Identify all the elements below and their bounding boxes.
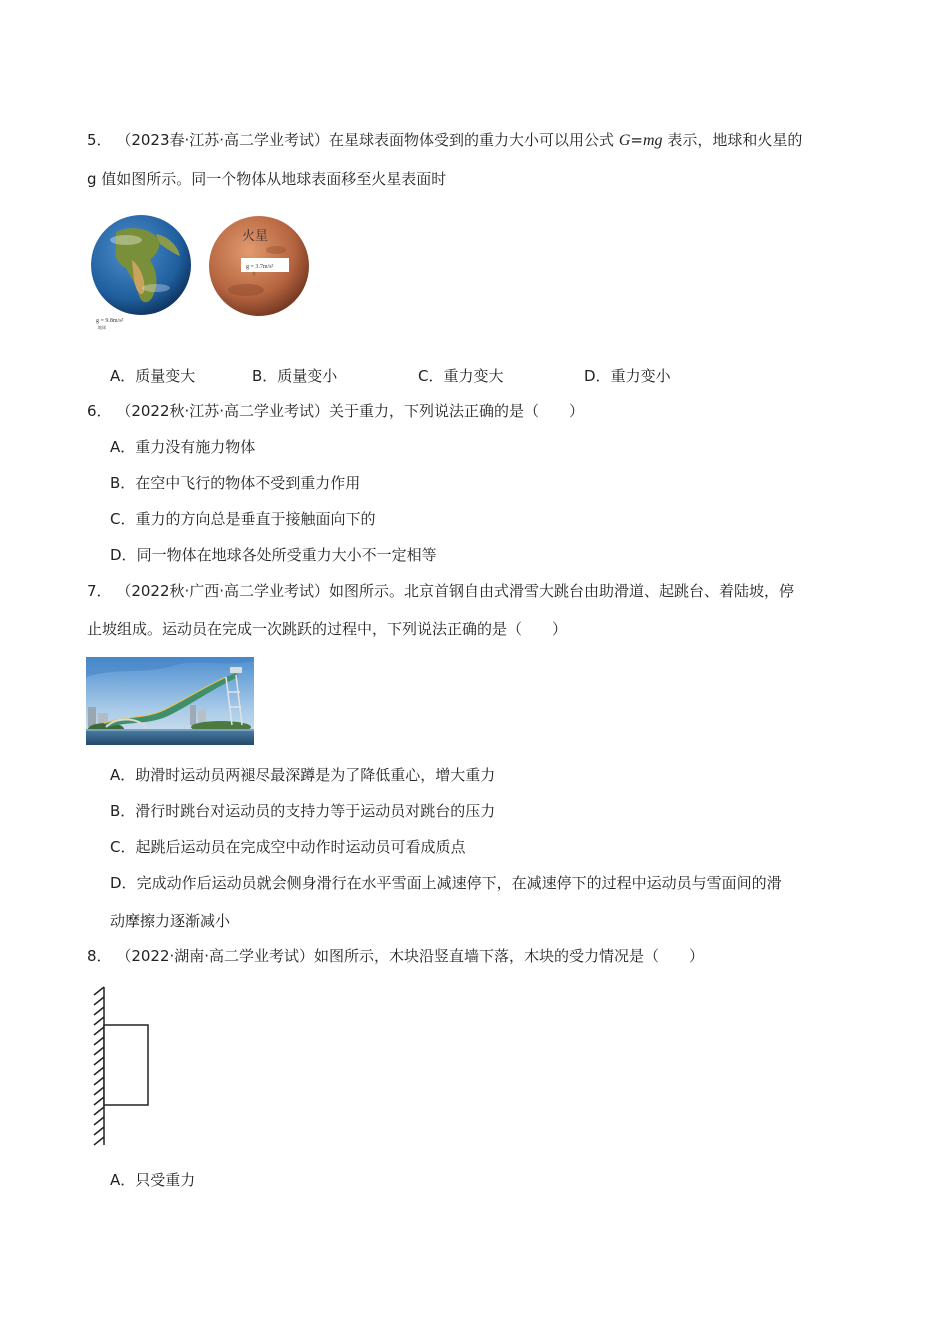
- q5-formula-g: G: [618, 132, 631, 149]
- q7-line2: 止坡组成。运动员在完成一次跳跃的过程中，下列说法正确的是（ ）: [87, 620, 568, 638]
- earth-mars-image: [86, 210, 316, 335]
- q6-number: 6．: [87, 402, 112, 420]
- q5-formula-eq: =: [630, 131, 643, 149]
- q7-line1: [87, 580, 794, 602]
- q8-source: （2022·湖南·高二学业考试）: [116, 947, 315, 965]
- q7-option-c[interactable]: C．起跳后运动员在完成空中动作时运动员可看成质点: [110, 838, 466, 856]
- q6-option-b[interactable]: B．在空中飞行的物体不受到重力作用: [110, 474, 361, 492]
- q5-option-d[interactable]: D．重力变小: [584, 367, 671, 385]
- q7-option-b[interactable]: B．滑行时跳台对运动员的支持力等于运动员对跳台的压力: [110, 802, 496, 820]
- q8-figure: [88, 985, 158, 1147]
- q8-number: 8．: [87, 947, 112, 965]
- earth-g-sub: 地球: [98, 325, 106, 330]
- q7-text1: 如图所示。北京首钢自由式滑雪大跳台由助滑道、起跳台、着陆坡，停: [329, 582, 795, 600]
- q7-option-d-cont: 动摩擦力逐渐减小: [110, 912, 231, 930]
- wooden-block: [104, 1025, 148, 1105]
- q5-text1: 在星球表面物体受到的重力大小可以用公式: [329, 131, 615, 149]
- mars-g-sub: 火: [252, 271, 256, 276]
- q5-source: （2023春·江苏·高二学业考试）: [116, 131, 330, 149]
- q5-number: 5．: [87, 131, 112, 149]
- q5-formula-mg: mg: [642, 132, 663, 149]
- q7-source: （2022秋·广西·高二学业考试）: [116, 582, 330, 600]
- q6-stem: [87, 400, 584, 422]
- q5-text2: 表示，地球和火星的: [667, 131, 803, 149]
- q5-option-a[interactable]: A．质量变大: [110, 367, 196, 385]
- earth-icon: [91, 215, 191, 315]
- mars-g-label: g = 3.7m/s²: [246, 264, 274, 270]
- q7-number: 7．: [87, 582, 112, 600]
- q5-line2: g 值如图所示。同一个物体从地球表面移至火星表面时: [87, 170, 447, 188]
- wall-hatch: [94, 987, 104, 1145]
- q5-figure: [86, 210, 316, 335]
- q7-figure: [86, 657, 254, 745]
- q5-line1: [87, 129, 802, 152]
- q5-option-c[interactable]: C．重力变大: [418, 367, 504, 385]
- earth-g-label: g = 9.8m/s²: [96, 318, 124, 324]
- q6-option-c[interactable]: C．重力的方向总是垂直于接触面向下的: [110, 510, 376, 528]
- q5-options: [0, 365, 950, 387]
- q8-stem: [87, 945, 704, 967]
- q7-option-d[interactable]: D．完成动作后运动员就会侧身滑行在水平雪面上减速停下，在减速停下的过程中运动员与雪面间的滑: [110, 874, 782, 892]
- q6-text: 关于重力，下列说法正确的是（ ）: [329, 402, 585, 420]
- wall-block-diagram: [88, 985, 158, 1147]
- q6-source: （2022秋·江苏·高二学业考试）: [116, 402, 330, 420]
- q5-option-b[interactable]: B．质量变小: [252, 367, 338, 385]
- q8-option-a[interactable]: A．只受重力: [110, 1171, 196, 1189]
- q6-option-a[interactable]: A．重力没有施力物体: [110, 438, 256, 456]
- mars-title: 火星: [242, 229, 269, 244]
- q8-text: 如图所示，木块沿竖直墙下落，木块的受力情况是（ ）: [314, 947, 705, 965]
- ski-jump-image: [86, 657, 254, 745]
- q7-option-a[interactable]: A．助滑时运动员两褪尽最深蹲是为了降低重心，增大重力: [110, 766, 496, 784]
- q6-option-d[interactable]: D．同一物体在地球各处所受重力大小不一定相等: [110, 546, 437, 564]
